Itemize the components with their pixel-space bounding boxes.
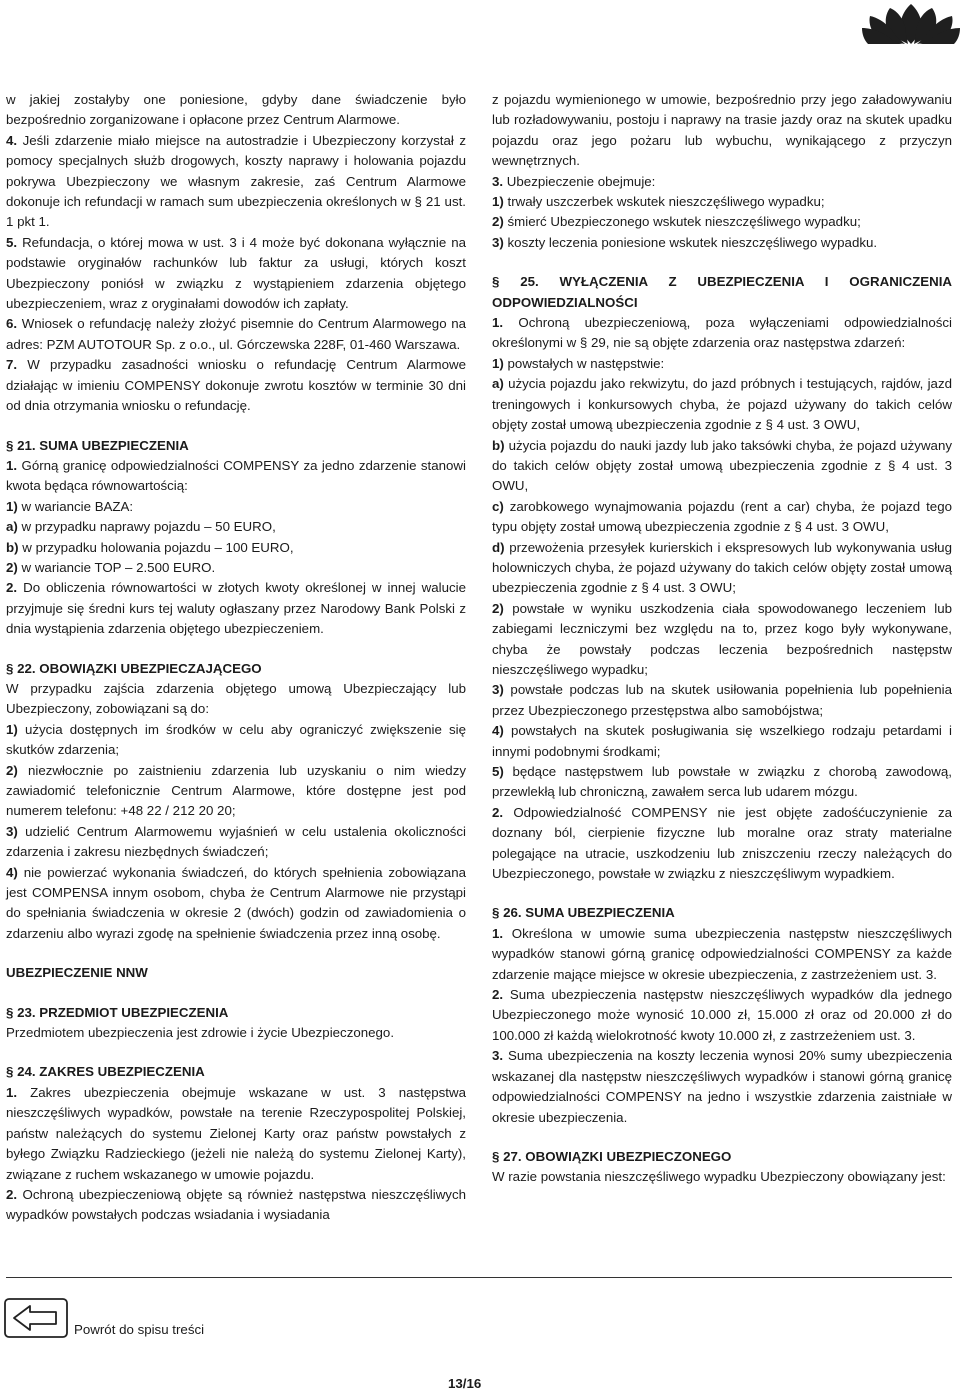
item-number: 2) — [6, 762, 18, 778]
section-heading: § 27. OBOWIĄZKI UBEZPIECZONEGO — [492, 1148, 732, 1164]
paragraph-text: Przedmiotem ubezpieczenia jest zdrowie i życie Ubezpieczonego. — [6, 1025, 395, 1041]
paragraph — [492, 374, 952, 435]
paragraph — [492, 313, 952, 354]
paragraph-text: Wniosek o refundację należy złożyć pisemnie do Centrum Alarmowego na adres: PZM AUTOTOUR Sp. z o.o., ul. Górczewska 228F, 01-460 Warszawa. — [6, 316, 466, 352]
paragraph-text: zarobkowego wynajmowania pojazdu (rent a car) chyba, że pojazd tego typu objęty został umową ubezpieczenia zgodnie z § 4 ust. 3 OWU, — [492, 498, 952, 535]
item-number: d) — [492, 539, 505, 555]
item-number: 5. — [6, 234, 18, 250]
item-number: 1) — [6, 498, 18, 514]
paragraph — [6, 558, 466, 578]
paragraph-text: w jakiej zostałyby one poniesione, gdyby dane świadczenie było bezpośrednio zorganizowane i opłacone przez Centrum Alarmowe. — [6, 92, 466, 128]
paragraph — [6, 456, 466, 497]
paragraph-text: W przypadku zajścia zdarzenia objętego umową Ubezpieczający lub Ubezpieczony, zobowiązani są do: — [6, 680, 466, 717]
item-number: 2) — [6, 559, 18, 575]
paragraph-text: w wariancie BAZA: — [21, 498, 134, 514]
paragraph-text: w przypadku holowania pojazdu – 100 EURO, — [22, 539, 294, 555]
item-number: 1) — [6, 721, 18, 737]
section-heading: § 24. ZAKRES UBEZPIECZENIA — [6, 1064, 205, 1080]
section-heading: § 25. WYŁĄCZENIA Z UBEZPIECZENIA I OGRANICZENIA ODPOWIEDZIALNOŚCI — [492, 274, 952, 310]
paragraph — [6, 497, 466, 517]
paragraph — [6, 538, 466, 558]
section-heading: § 21. SUMA UBEZPIECZENIA — [6, 437, 189, 453]
paragraph — [6, 761, 466, 822]
paragraph-text: trwały uszczerbek wskutek nieszczęśliwego wypadku; — [507, 194, 825, 210]
paragraph-text: nie powierzać wykonania świadczeń, do których spełnienia zobowiązana jest COMPENSA innym osobom, chyba że Centrum Alarmowe nie przystąpi do spełniania świadczenia w okresie 2 (dwóch) godzin od zawiadomienia o zdarzeniu albo wyrazi zgodę na spełnienie świadczenia przez inną osobę. — [6, 864, 466, 941]
item-number: 1. — [492, 315, 504, 331]
item-number: 6. — [6, 316, 18, 332]
left-column — [6, 90, 466, 1226]
section-heading: § 22. OBOWIĄZKI UBEZPIECZAJĄCEGO — [6, 660, 262, 676]
paragraph — [6, 233, 466, 315]
paragraph-text: Ochroną ubezpieczeniową, poza wyłączeniami odpowiedzialności określonymi w § 29, nie są objęte zdarzenia oraz następstwa zdarzeń: — [492, 315, 952, 351]
paragraph-text: Górną granicę odpowiedzialności COMPENSY za jedno zdarzenie stanowi kwota będąca równowartością: — [6, 457, 466, 494]
item-number: 4) — [6, 864, 18, 880]
paragraph — [6, 517, 466, 537]
item-number: 3. — [492, 1048, 504, 1064]
paragraph — [6, 90, 466, 131]
paragraph-spacer — [492, 253, 952, 272]
item-number: 2. — [492, 804, 504, 820]
paragraph-text: w przypadku naprawy pojazdu – 50 EURO, — [21, 519, 276, 535]
item-number: 1. — [6, 457, 18, 473]
paragraph-text: użycia dostępnych im środków w celu aby ograniczyć zwiększenie się skutków zdarzenia; — [6, 721, 466, 758]
paragraph-text: przewożenia przesyłek kurierskich i ekspresowych lub wykonywania usług holowniczych chyba, że pojazd używany do takich celów objęty został umową ubezpieczenia zgodnie z § 4 ust. 3 OWU; — [492, 539, 952, 596]
paragraph-spacer — [6, 944, 466, 963]
item-number: 3) — [492, 682, 504, 698]
paragraph — [6, 131, 466, 233]
item-number: b) — [492, 437, 505, 453]
paragraph — [492, 803, 952, 885]
paragraph-text: powstałych w następstwie: — [507, 355, 665, 371]
item-number: 3) — [6, 823, 18, 839]
item-number: 1) — [492, 194, 504, 210]
section-heading: § 26. SUMA UBEZPIECZENIA — [492, 905, 675, 921]
item-number: 3) — [492, 234, 504, 250]
paragraph-spacer — [492, 884, 952, 903]
paragraph-text: z pojazdu wymienionego w umowie, bezpośrednio przy jego załadowywaniu lub rozładowywaniu, postoju i naprawy na trasie jazdy oraz na skutek upadku pojazdu oraz jego pożaru lub wybuchu, wynikającego z przyczyn wewnętrznych. — [492, 92, 952, 169]
paragraph — [492, 497, 952, 538]
paragraph-text: Odpowiedzialność COMPENSY nie jest objęte zadośćuczynienie za doznany ból, cierpienie fizyczne lub moralne oraz straty materialne polegające na utracie, uszkodzeniu lub zniszczeniu rzeczy należących do Ubezpieczonego, powstałe w związku z nieszczęśliwym wypadkiem. — [492, 804, 953, 882]
paragraph — [492, 680, 952, 721]
item-number: 2) — [492, 600, 504, 616]
paragraph-spacer — [492, 1128, 952, 1147]
paragraph — [492, 721, 952, 762]
paragraph — [6, 1023, 466, 1043]
paragraph — [6, 720, 466, 761]
paragraph — [492, 212, 952, 232]
item-number: 5) — [492, 764, 504, 779]
paragraph — [6, 1185, 466, 1226]
paragraph-text: udzielić Centrum Alarmowemu wyjaśnień w celu ustalenia okoliczności zdarzenia i zakresu niezbędnych świadczeń; — [6, 823, 466, 860]
item-number: 4) — [492, 723, 504, 739]
paragraph — [492, 762, 952, 803]
item-number: 3. — [492, 173, 504, 189]
paragraph — [492, 233, 952, 253]
section-heading: UBEZPIECZENIE NNW — [6, 965, 148, 981]
item-number: 2. — [492, 987, 504, 1003]
paragraph — [6, 863, 466, 945]
paragraph-text: koszty leczenia poniesione wskutek nieszczęśliwego wypadku. — [507, 234, 878, 250]
paragraph — [492, 172, 952, 192]
paragraph-text: Jeśli zdarzenie miało miejsce na autostradzie i Ubezpieczony korzystał z pomocy specjalnych służb drogowych, koszty naprawy i holowania pojazdu pokrywa Ubezpieczony we własnym zakresie, zaś Centrum Alarmowe dokonuje ich refundacji w ramach sum ubezpieczenia określonych w § 21 ust. 1 pkt 1. — [6, 132, 466, 230]
paragraph-text: Refundacja, o której mowa w ust. 3 i 4 może być dokonana wyłącznie na podstawie oryginałów rachunków lub faktur za usługi, których koszt Ubezpieczony poniósł w związku z wystąpieniem zdarzenia objętego ubezpieczeniem, wraz z oryginałami dowodów ich zapłaty. — [6, 234, 466, 312]
paragraph — [492, 985, 952, 1046]
paragraph-spacer — [6, 1043, 466, 1062]
arrow-left-icon — [14, 1306, 56, 1330]
item-number: 1. — [6, 1084, 18, 1100]
paragraph — [6, 314, 466, 355]
paragraph — [492, 436, 952, 497]
paragraph — [6, 822, 466, 863]
paragraph-spacer — [6, 417, 466, 436]
paragraph — [6, 679, 466, 720]
paragraph-text: Ubezpieczenie obejmuje: — [506, 173, 656, 189]
paragraph-text: Suma ubezpieczenia na koszty leczenia wynosi 20% sumy ubezpieczenia wskazanej dla następstw nieszczęśliwych wypadków i stanowi górną granicę odpowiedzialności COMPENSY na jedno i wszystkie zdarzenia zaistniałe w okresie ubezpieczenia. — [492, 1048, 952, 1125]
paragraph-text: niezwłocznie po zaistnieniu zdarzenia lub uzyskaniu o nim wiedzy zawiadomić telefonicznie Centrum Alarmowe, które dostępne jest pod numerem telefonu: +48 22 / 212 20 20; — [6, 762, 466, 819]
paragraph — [6, 578, 466, 639]
paragraph-text: Określona w umowie suma ubezpieczenia następstw nieszczęśliwych wypadków stanowi górną granicę odpowiedzialności COMPENSY za każde zdarzenie mające miejsce w okresie ubezpieczenia, z zastrzeżeniem ust. 3. — [492, 925, 952, 982]
paragraph — [6, 1083, 466, 1185]
item-number: 2. — [6, 1186, 18, 1202]
footer-divider — [6, 1277, 952, 1278]
item-number: 1) — [492, 355, 504, 371]
paragraph — [492, 1046, 952, 1128]
paragraph-text: powstałych na skutek posługiwania się wszelkiego rodzaju petardami i innymi podobnymi środkami; — [492, 723, 952, 759]
section-heading: § 23. PRZEDMIOT UBEZPIECZENIA — [6, 1004, 229, 1020]
right-column — [492, 90, 952, 1188]
paragraph — [492, 192, 952, 212]
paragraph-text: będące następstwem lub powstałe w związku z chorobą zawodową, przewlekłą lub chroniczną, zawałem serca lub udarem mózgu. — [492, 764, 952, 800]
item-number: b) — [6, 539, 19, 555]
item-number: 2) — [492, 214, 504, 230]
paragraph-spacer — [6, 984, 466, 1003]
paragraph-text: Ochroną ubezpieczeniową objęte są również następstwa nieszczęśliwych wypadków powstałych podczas wsiadania i wysiadania — [6, 1186, 466, 1223]
paragraph-text: Do obliczenia równowartości w złotych kwoty określonej w innej walucie przyjmuje się średni kurs tej waluty ogłaszany przez Narodowy Bank Polski z dnia wystąpienia zdarzenia objętego ubezpieczeniem. — [6, 580, 466, 637]
back-to-contents-link[interactable]: Powrót do spisu treści — [74, 1322, 205, 1337]
paragraph — [492, 599, 952, 681]
paragraph-text: powstałe w wyniku uszkodzenia ciała spowodowanego leczeniem lub zabiegami leczniczymi bez względu na to, przez kogo były wykonywane, chyba że powstały podczas leczenia bezpośrednich następstw nieszczęśliwego wypadku; — [492, 600, 953, 677]
item-number: 1. — [492, 925, 504, 941]
paragraph-text: śmierć Ubezpieczonego wskutek nieszczęśliwego wypadku; — [507, 214, 861, 230]
paragraph-text: użycia pojazdu do nauki jazdy lub jako taksówki chyba, że pojazd używany do takich celów objęty został umową ubezpieczenia zgodnie z § 4 ust. 3 OWU, — [492, 437, 952, 494]
paragraph — [492, 90, 952, 172]
paragraph-text: powstałe podczas lub na skutek usiłowania popełnienia lub popełnienia przez Ubezpieczonego przestępstwa albo samobójstwa; — [492, 682, 952, 718]
paragraph-text: użycia pojazdu jako rekwizytu, do jazd próbnych i testujących, rajdów, jazd treningowych i konkursowych chyba, że pojazd używany do takich celów objęty został umową ubezpieczenia zgodnie z § 4 ust. 3 OWU, — [492, 376, 952, 433]
item-number: c) — [492, 498, 504, 514]
paragraph — [6, 355, 466, 416]
paragraph — [492, 924, 952, 985]
paragraph-text: W razie powstania nieszczęśliwego wypadku Ubezpieczony obowiązany jest: — [492, 1169, 946, 1185]
paragraph-text: Suma ubezpieczenia następstw nieszczęśliwych wypadków dla jednego Ubezpieczonego może wynosić 10.000 zł, 15.000 zł oraz od 20.000 zł do 100.000 zł każdą wielokrotność kwoty 10.000 zł, z zastrzeżeniem ust. 3. — [492, 987, 952, 1043]
page-number: 13/16 — [448, 1376, 482, 1391]
paragraph-spacer — [6, 640, 466, 659]
paragraph-text: w wariancie TOP – 2.500 EURO. — [21, 559, 216, 575]
paragraph-text: Zakres ubezpieczenia obejmuje wskazane w ust. 3 następstwa nieszczęśliwych wypadków, powstałe na terenie Rzeczypospolitej Polskiej, państw należących do systemu Zielonej Karty oraz państw powstałych z byłego Związku Radzieckiego (jeżeli nie należą do systemu Zielonej Karty), związane z ruchem wskazanego w umowie pojazdu. — [6, 1084, 466, 1182]
item-number: a) — [6, 519, 18, 535]
paragraph — [492, 354, 952, 374]
item-number: a) — [492, 376, 504, 392]
item-number: 4. — [6, 132, 18, 148]
back-to-contents-button[interactable] — [4, 1298, 68, 1338]
compensa-logo-icon — [862, 0, 960, 44]
paragraph — [492, 538, 952, 599]
item-number: 7. — [6, 357, 18, 373]
paragraph-text: W przypadku zasadności wniosku o refundację Centrum Alarmowe działając w imieniu COMPENSY dokonuje zwrotu kosztów w terminie 30 dni od dnia otrzymania wniosku o refundację. — [6, 357, 466, 414]
item-number: 2. — [6, 580, 18, 596]
paragraph — [492, 1167, 952, 1187]
